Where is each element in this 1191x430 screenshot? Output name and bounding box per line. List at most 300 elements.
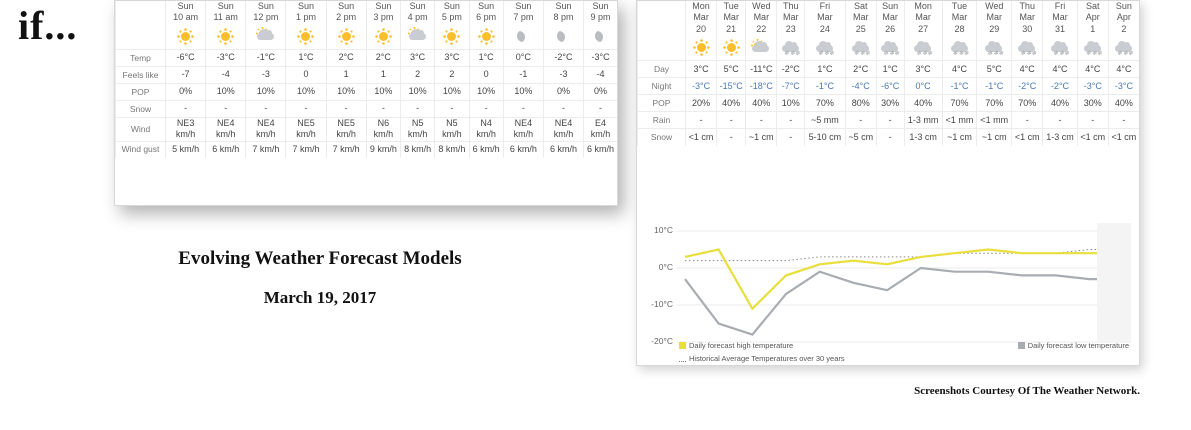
snow-cell: 5-10 cm	[805, 129, 846, 146]
sun-icon	[295, 26, 317, 46]
legend-item-low	[1018, 341, 1129, 350]
if-text: if...	[18, 3, 78, 48]
y-tick-label: 10°C	[654, 225, 673, 235]
col-day: Sun	[515, 1, 532, 11]
col-dow: Thu	[1019, 1, 1035, 11]
snow-cell: -	[503, 101, 543, 118]
col-time: 12 pm	[253, 12, 279, 23]
weather-icon-cell	[1108, 35, 1139, 61]
weather-icon-cell	[206, 24, 246, 50]
feels-cell: 1	[326, 67, 366, 84]
hourly-col-header	[326, 1, 366, 24]
col-time: 3 pm	[373, 12, 394, 23]
sun-icon	[720, 38, 742, 58]
day-temp-cell: 4°C	[1043, 61, 1077, 78]
pop-cell: 70%	[977, 95, 1012, 112]
col-month: Mar	[852, 12, 869, 23]
hourly-col-header	[503, 1, 543, 24]
row-label-day: Day	[638, 61, 686, 78]
rain-cell: -	[746, 112, 777, 129]
page-date: March 19, 2017	[263, 288, 377, 307]
daily-col-header	[876, 1, 904, 35]
wind-cell: NE4 km/h	[206, 118, 246, 142]
gust-cell: 7 km/h	[326, 141, 366, 158]
col-day: Sun	[375, 1, 392, 11]
daily-rain-row	[638, 112, 1140, 129]
night-temp-cell: -2°C	[1012, 78, 1043, 95]
snow-cell: ~1 cm	[977, 129, 1012, 146]
pop-cell: 0%	[543, 84, 583, 101]
night-temp-cell: -4°C	[845, 78, 876, 95]
temp-cell: -1°C	[246, 50, 286, 67]
day-temp-cell: 5°C	[977, 61, 1012, 78]
rain-cell: <1 mm	[977, 112, 1012, 129]
snow-cell: -	[584, 101, 617, 118]
pop-cell: 10%	[326, 84, 366, 101]
hourly-col-header	[206, 1, 246, 24]
col-time: 6 pm	[476, 12, 497, 23]
gust-cell: 6 km/h	[543, 141, 583, 158]
pop-cell: 40%	[746, 95, 777, 112]
weather-icon-cell	[286, 24, 326, 50]
gust-cell: 6 km/h	[206, 141, 246, 158]
hourly-col-header	[246, 1, 286, 24]
hourly-col-header	[543, 1, 583, 24]
temp-cell: 1°C	[286, 50, 326, 67]
weather-icon-cell	[904, 35, 942, 61]
snow-cell: <1 cm	[1012, 129, 1043, 146]
temp-cell: 3°C	[400, 50, 434, 67]
day-temp-cell: 4°C	[1012, 61, 1043, 78]
weather-icon-cell	[845, 35, 876, 61]
weather-icon-cell	[1012, 35, 1043, 61]
flurries-icon: ❄ ❄ ❄	[814, 38, 836, 58]
row-label-wind: Wind	[116, 118, 166, 142]
moon-icon	[512, 26, 534, 46]
wind-cell: N5 km/h	[400, 118, 434, 142]
weather-icon-cell	[543, 24, 583, 50]
pop-cell: 40%	[1108, 95, 1139, 112]
col-dow: Sat	[1086, 1, 1100, 11]
hourly-header-corner	[116, 1, 166, 24]
daily-col-header	[845, 1, 876, 35]
col-date: 25	[855, 23, 866, 34]
snow-cell: 1-3 cm	[904, 129, 942, 146]
pop-cell: 40%	[1043, 95, 1077, 112]
weather-icon-cell	[717, 35, 746, 61]
snow-cell: -	[777, 129, 805, 146]
col-day: Sun	[257, 1, 274, 11]
col-dow: Wed	[985, 1, 1004, 11]
daily-col-header	[904, 1, 942, 35]
sun-icon	[372, 26, 394, 46]
row-label-feels-like: Feels like	[116, 67, 166, 84]
col-date: 24	[819, 23, 830, 34]
legend-swatch-low-icon	[1018, 342, 1025, 349]
col-dow: Tue	[951, 1, 968, 11]
row-label-rain: Rain	[638, 112, 686, 129]
col-dow: Mon	[692, 1, 710, 11]
daily-icon-row-label	[638, 35, 686, 61]
sun-icon	[441, 26, 463, 46]
daily-forecast-screenshot	[636, 0, 1140, 366]
rain-cell: ~5 mm	[805, 112, 846, 129]
weather-icon-cell	[503, 24, 543, 50]
col-month: Mar	[723, 12, 739, 23]
night-temp-cell: -15°C	[717, 78, 746, 95]
temp-cell: -6°C	[166, 50, 206, 67]
col-day: Sun	[217, 1, 234, 11]
snow-cell: <1 cm	[686, 129, 717, 146]
col-dow: Sat	[853, 1, 868, 11]
col-day: Sun	[338, 1, 355, 11]
col-date: 20	[696, 23, 707, 34]
hourly-gust-row	[116, 141, 618, 158]
weather-icon-cell	[400, 24, 434, 50]
snow-cell: -	[166, 101, 206, 118]
col-day: Sun	[177, 1, 194, 11]
col-time: 1 pm	[295, 12, 316, 23]
col-date: 27	[918, 23, 929, 34]
pop-cell: 30%	[1077, 95, 1108, 112]
night-temp-cell: -1°C	[942, 78, 977, 95]
wind-cell: NE5 km/h	[286, 118, 326, 142]
weather-icon-cell	[805, 35, 846, 61]
col-dow: Mon	[914, 1, 932, 11]
sun-icon	[475, 26, 497, 46]
legend-swatch-historical-icon	[679, 355, 686, 362]
col-day: Sun	[555, 1, 572, 11]
snow-cell: -	[400, 101, 434, 118]
gust-cell: 6 km/h	[584, 141, 617, 158]
hourly-col-header	[584, 1, 617, 24]
col-day: Sun	[592, 1, 609, 11]
col-dow: Fri	[1054, 1, 1066, 11]
flurries-icon: ❄ ❄ ❄	[912, 38, 934, 58]
day-temp-cell: 4°C	[1077, 61, 1108, 78]
col-date: 22	[756, 23, 767, 34]
hourly-col-header	[286, 1, 326, 24]
col-time: 11 am	[213, 12, 238, 23]
daily-col-header	[805, 1, 846, 35]
col-month: Apr	[1085, 12, 1100, 23]
hourly-feels-row	[116, 67, 618, 84]
temp-cell: 2°C	[326, 50, 366, 67]
col-day: Sun	[443, 1, 460, 11]
wind-cell: NE5 km/h	[326, 118, 366, 142]
row-label-temp: Temp	[116, 50, 166, 67]
daily-header-corner	[638, 1, 686, 35]
col-dow: Fri	[819, 1, 831, 11]
snow-cell: <1 cm	[1077, 129, 1108, 146]
rain-cell: -	[686, 112, 717, 129]
temp-cell: -3°C	[206, 50, 246, 67]
pop-cell: 40%	[904, 95, 942, 112]
wind-cell: N6 km/h	[366, 118, 400, 142]
rain-cell: -	[876, 112, 904, 129]
daily-col-header	[1043, 1, 1077, 35]
rain-cell: <1 mm	[942, 112, 977, 129]
row-label-snow: Snow	[638, 129, 686, 146]
gust-cell: 6 km/h	[503, 141, 543, 158]
feels-cell: -3	[246, 67, 286, 84]
snow-cell: -	[435, 101, 469, 118]
weather-icon-cell	[977, 35, 1012, 61]
wind-cell: NE3 km/h	[166, 118, 206, 142]
wind-cell: E4 km/h	[584, 118, 617, 142]
gust-cell: 5 km/h	[166, 141, 206, 158]
weather-icon-cell	[1043, 35, 1077, 61]
weather-icon-cell	[435, 24, 469, 50]
col-month: Mar	[783, 12, 799, 23]
weather-icon-cell	[584, 24, 617, 50]
col-time: 9 pm	[590, 12, 611, 23]
day-temp-cell: 3°C	[904, 61, 942, 78]
legend-label-high: Daily forecast high temperature	[689, 341, 794, 350]
weather-icon-cell	[686, 35, 717, 61]
sun-icon	[215, 26, 237, 46]
col-date: 26	[885, 23, 896, 34]
pop-cell: 0%	[584, 84, 617, 101]
day-temp-cell: 1°C	[805, 61, 846, 78]
pop-cell: 20%	[686, 95, 717, 112]
feels-cell: 1	[366, 67, 400, 84]
weather-icon-cell	[777, 35, 805, 61]
night-temp-cell: -3°C	[1108, 78, 1139, 95]
rain-cell: -	[1108, 112, 1139, 129]
col-date: 30	[1022, 23, 1033, 34]
col-day: Sun	[409, 1, 426, 11]
flurries-icon: ❄ ❄ ❄	[983, 38, 1005, 58]
weather-icon-cell	[876, 35, 904, 61]
col-month: Mar	[986, 12, 1003, 23]
col-month: Mar	[753, 12, 770, 23]
col-month: Apr	[1116, 12, 1131, 23]
flurries-icon: ❄ ❄ ❄	[949, 38, 971, 58]
wind-cell: NE4 km/h	[246, 118, 286, 142]
night-temp-cell: -1°C	[805, 78, 846, 95]
col-date: 2	[1121, 23, 1127, 34]
temperature-trend-chart	[637, 217, 1139, 365]
weather-icon-cell	[469, 24, 503, 50]
daily-col-header	[746, 1, 777, 35]
credit-line: Screenshots Courtesy Of The Weather Network.	[914, 385, 1140, 397]
daily-col-header	[777, 1, 805, 35]
hourly-icon-row-label	[116, 24, 166, 50]
hourly-snow-row	[116, 101, 618, 118]
wind-cell: N5 km/h	[435, 118, 469, 142]
row-label-wind-gust: Wind gust	[116, 141, 166, 158]
chart-plot-area	[677, 223, 1131, 343]
temp-cell: 1°C	[469, 50, 503, 67]
legend-item-hist	[679, 354, 1135, 363]
pop-cell: 10%	[435, 84, 469, 101]
legend-swatch-high-icon	[679, 342, 686, 349]
pop-cell: 10%	[469, 84, 503, 101]
page-title: Evolving Weather Forecast Models	[178, 248, 462, 269]
pop-cell: 70%	[1012, 95, 1043, 112]
feels-cell: 2	[435, 67, 469, 84]
daily-col-header	[686, 1, 717, 35]
hourly-wind-row	[116, 118, 618, 142]
pop-cell: 10%	[206, 84, 246, 101]
gust-cell: 7 km/h	[246, 141, 286, 158]
weather-icon-cell	[246, 24, 286, 50]
night-temp-cell: -1°C	[977, 78, 1012, 95]
col-dow: Thu	[783, 1, 799, 11]
pop-cell: 10%	[503, 84, 543, 101]
col-dow: Sun	[1115, 1, 1132, 11]
flurries-icon: ❄ ❄ ❄	[879, 38, 901, 58]
hourly-col-header	[435, 1, 469, 24]
pop-cell: 10%	[400, 84, 434, 101]
daily-icon-row	[638, 35, 1140, 61]
pop-cell: 80%	[845, 95, 876, 112]
day-temp-cell: 5°C	[717, 61, 746, 78]
rain-cell: 1-3 mm	[904, 112, 942, 129]
hourly-col-header	[469, 1, 503, 24]
partly-sunny-icon	[255, 26, 277, 46]
col-month: Mar	[693, 12, 709, 23]
weather-icon-cell	[942, 35, 977, 61]
hourly-icon-row	[116, 24, 618, 50]
chart-svg	[677, 223, 1131, 343]
temp-cell: -2°C	[543, 50, 583, 67]
flurries-icon: ❄ ❄ ❄	[1016, 38, 1038, 58]
col-day: Sun	[297, 1, 314, 11]
weather-icon-cell	[1077, 35, 1108, 61]
moon-icon	[590, 26, 612, 46]
legend-label-historical: Historical Average Temperatures over 30 years	[689, 354, 845, 363]
weather-icon-cell	[166, 24, 206, 50]
chart-legend	[679, 341, 1135, 363]
snow-cell: -	[543, 101, 583, 118]
wind-cell: N4 km/h	[469, 118, 503, 142]
night-temp-cell: -3°C	[686, 78, 717, 95]
weather-icon-cell	[366, 24, 400, 50]
row-label-pop: POP	[638, 95, 686, 112]
sun-icon	[175, 26, 197, 46]
moon-icon	[552, 26, 574, 46]
feels-cell: -4	[206, 67, 246, 84]
snow-cell: -	[717, 129, 746, 146]
hourly-col-header	[400, 1, 434, 24]
daily-header-row	[638, 1, 1140, 35]
feels-cell: 0	[469, 67, 503, 84]
col-time: 8 pm	[553, 12, 574, 23]
sun-icon	[335, 26, 357, 46]
feels-cell: 2	[400, 67, 434, 84]
snow-cell: -	[246, 101, 286, 118]
legend-item-high	[679, 341, 793, 350]
pop-cell: 70%	[942, 95, 977, 112]
col-time: 2 pm	[336, 12, 357, 23]
gust-cell: 9 km/h	[366, 141, 400, 158]
col-month: Mar	[882, 12, 898, 23]
partly-sunny-icon	[407, 26, 429, 46]
weather-icon-cell	[326, 24, 366, 50]
col-date: 23	[785, 23, 796, 34]
rain-cell: -	[1077, 112, 1108, 129]
col-date: 31	[1054, 23, 1065, 34]
daily-col-header	[717, 1, 746, 35]
flurries-icon: ❄ ❄ ❄	[850, 38, 872, 58]
col-time: 4 pm	[407, 12, 428, 23]
daily-snow-row	[638, 129, 1140, 146]
pop-cell: 40%	[717, 95, 746, 112]
feels-cell: 0	[286, 67, 326, 84]
hourly-header-row	[116, 1, 618, 24]
day-temp-cell: 4°C	[1108, 61, 1139, 78]
day-temp-cell: -11°C	[746, 61, 777, 78]
daily-col-header	[942, 1, 977, 35]
legend-label-low: Daily forecast low temperature	[1027, 341, 1129, 350]
feels-cell: -7	[166, 67, 206, 84]
feels-cell: -1	[503, 67, 543, 84]
col-dow: Sun	[882, 1, 899, 11]
hourly-col-header	[366, 1, 400, 24]
col-time: 5 pm	[441, 12, 462, 23]
pop-cell: 10%	[286, 84, 326, 101]
daily-day-row	[638, 61, 1140, 78]
y-tick-label: 0°C	[658, 262, 673, 272]
snow-cell: -	[366, 101, 400, 118]
day-temp-cell: -2°C	[777, 61, 805, 78]
hourly-forecast-screenshot	[114, 0, 618, 206]
snow-cell: <1 cm	[1108, 129, 1139, 146]
night-temp-cell: -7°C	[777, 78, 805, 95]
feels-cell: -4	[584, 67, 617, 84]
temp-cell: 0°C	[503, 50, 543, 67]
rain-cell: -	[845, 112, 876, 129]
col-time: 7 pm	[513, 12, 534, 23]
flurries-icon: ❄ ❄ ❄	[1113, 38, 1135, 58]
night-temp-cell: -2°C	[1043, 78, 1077, 95]
temp-cell: 3°C	[435, 50, 469, 67]
daily-forecast-table	[637, 1, 1139, 146]
snow-cell: ~1 cm	[942, 129, 977, 146]
snow-cell: -	[469, 101, 503, 118]
pop-cell: 10%	[366, 84, 400, 101]
row-label-night: Night	[638, 78, 686, 95]
gust-cell: 8 km/h	[435, 141, 469, 158]
day-temp-cell: 1°C	[876, 61, 904, 78]
snow-cell: 1-3 cm	[1043, 129, 1077, 146]
hourly-pop-row	[116, 84, 618, 101]
weather-icon-cell	[746, 35, 777, 61]
snow-cell: -	[326, 101, 366, 118]
rain-cell: -	[777, 112, 805, 129]
daily-col-header	[977, 1, 1012, 35]
col-date: 1	[1090, 23, 1096, 34]
partly-sunny-icon	[750, 38, 772, 58]
flurries-icon: ❄ ❄ ❄	[1082, 38, 1104, 58]
y-tick-label: -10°C	[651, 299, 673, 309]
pop-cell: 10%	[777, 95, 805, 112]
day-temp-cell: 4°C	[942, 61, 977, 78]
pop-cell: 70%	[805, 95, 846, 112]
hourly-col-header	[166, 1, 206, 24]
gust-cell: 8 km/h	[400, 141, 434, 158]
rain-cell: -	[1043, 112, 1077, 129]
rain-cell: -	[1012, 112, 1043, 129]
snow-cell: -	[286, 101, 326, 118]
temp-cell: 2°C	[366, 50, 400, 67]
chart-forecast-shade	[1097, 223, 1131, 343]
row-label-pop: POP	[116, 84, 166, 101]
col-date: 29	[989, 23, 1000, 34]
col-month: Mar	[915, 12, 931, 23]
